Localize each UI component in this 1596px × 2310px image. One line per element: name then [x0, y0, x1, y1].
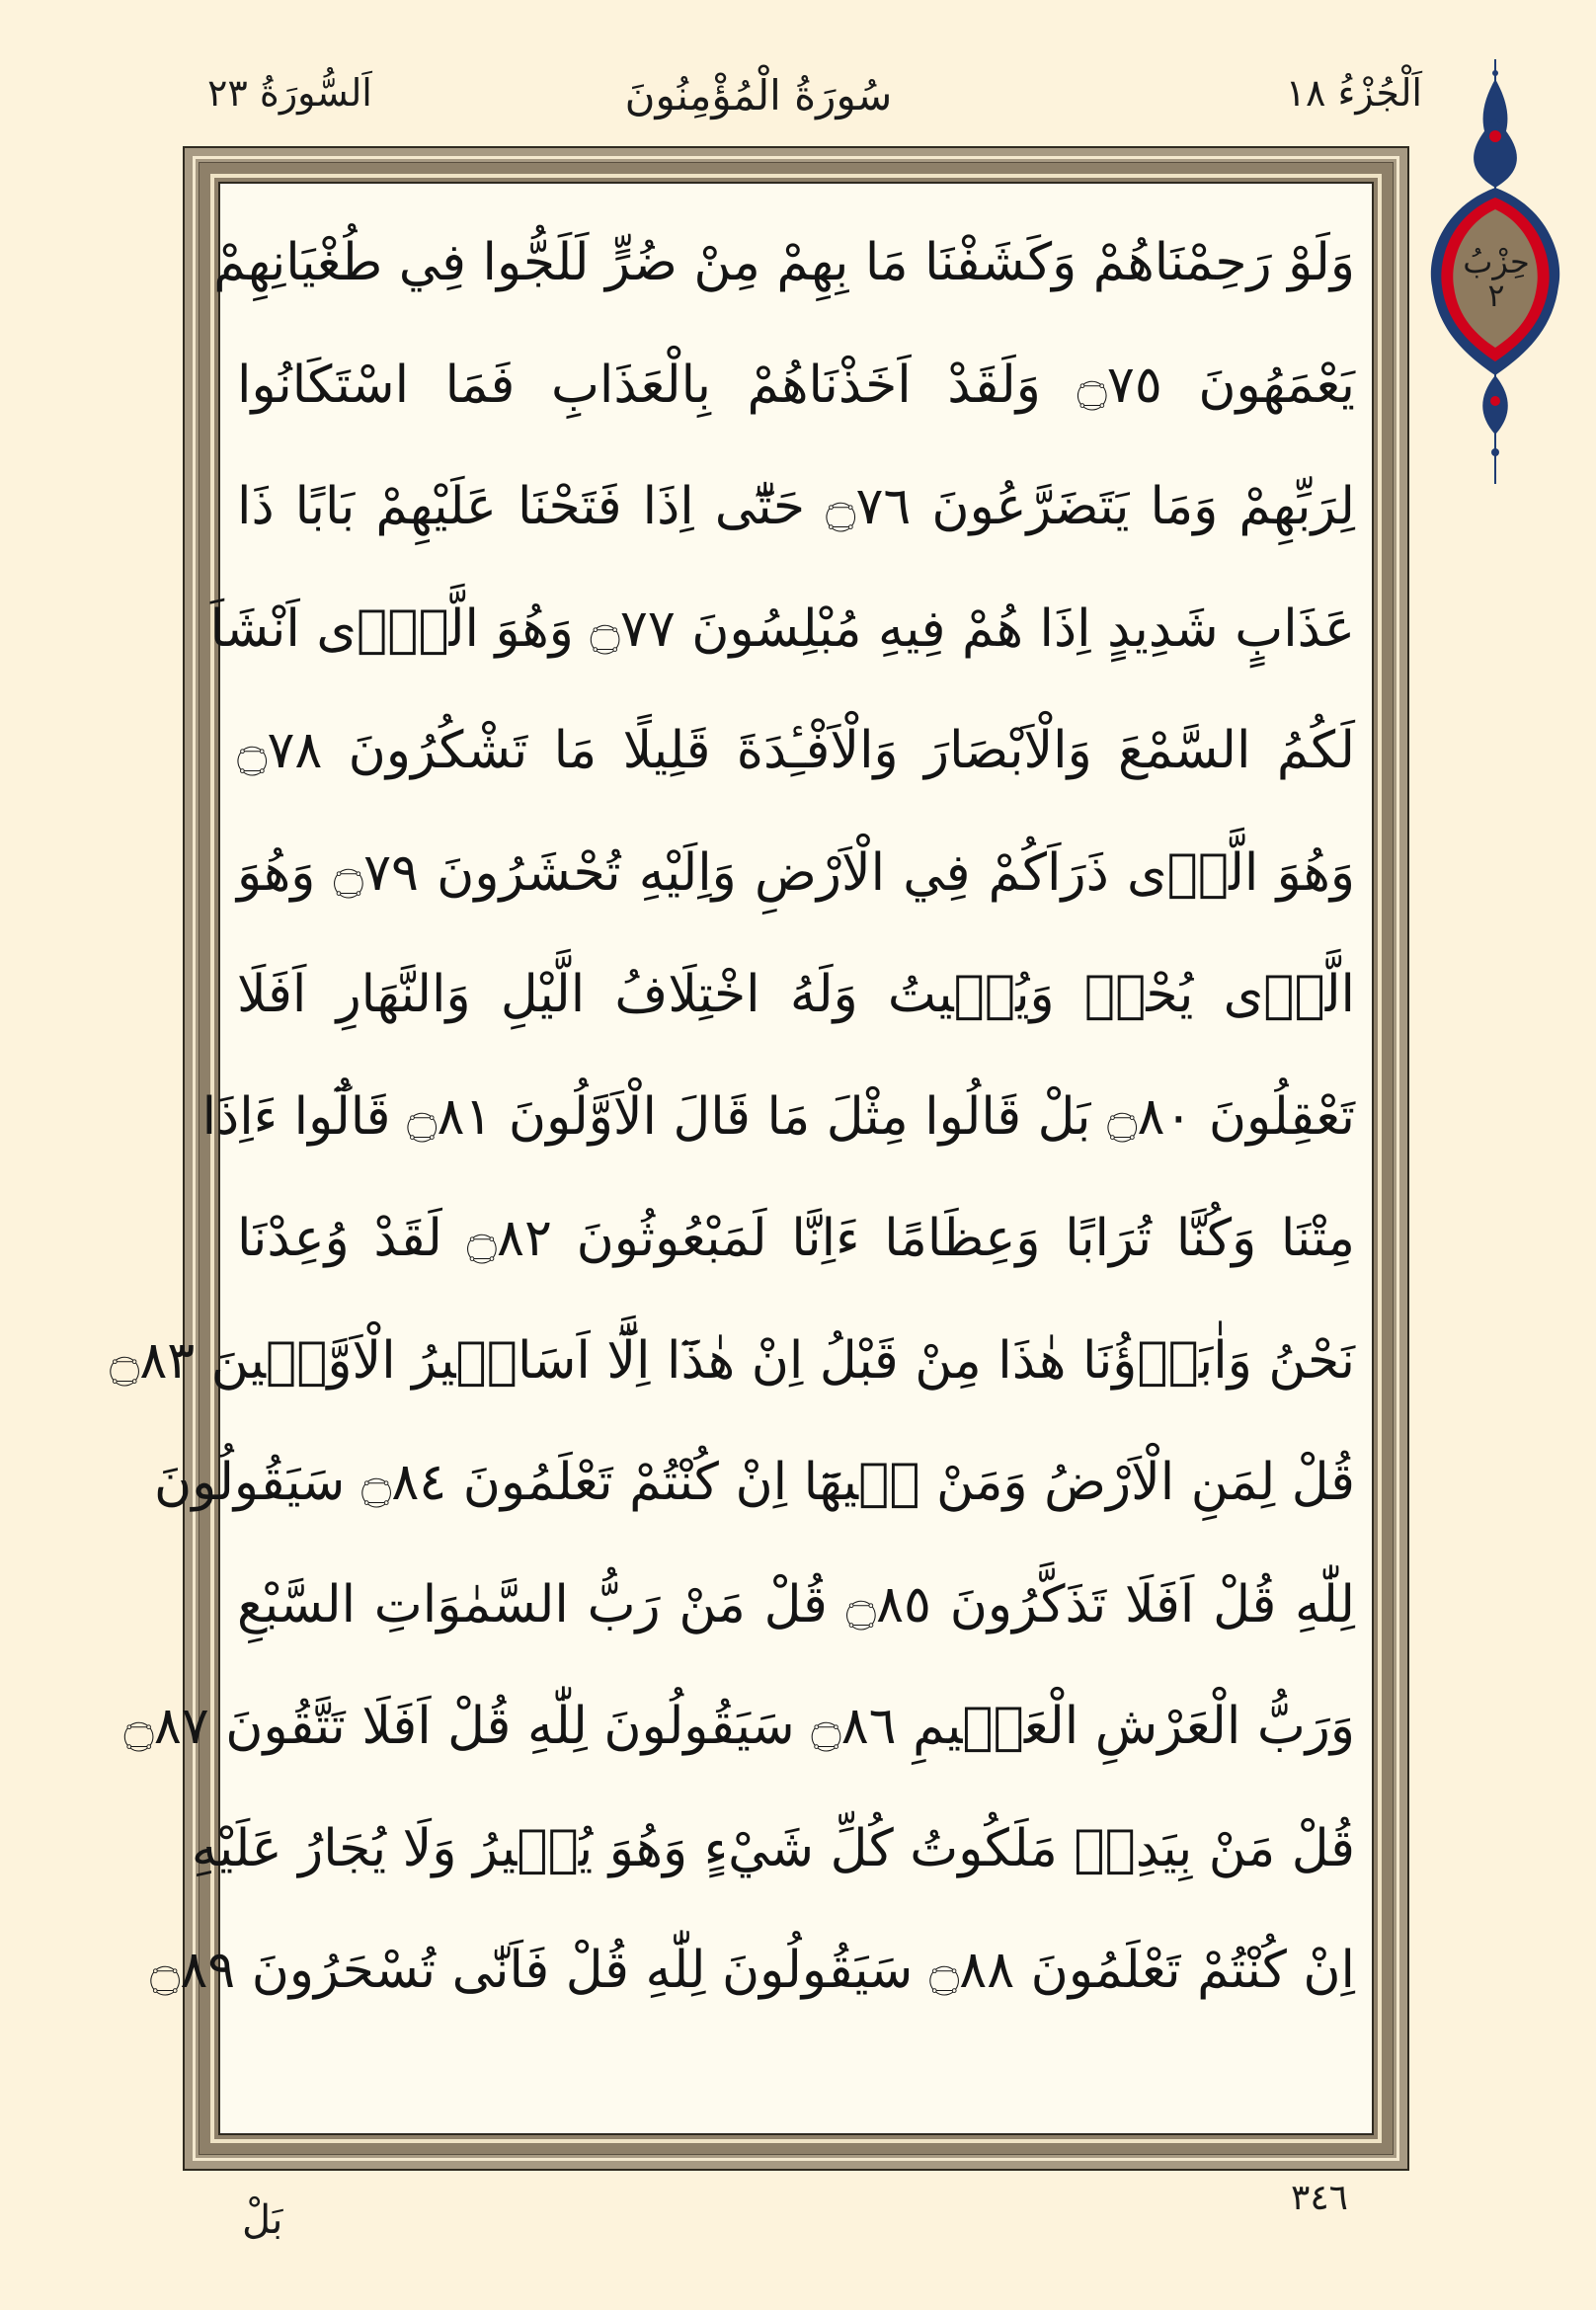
text-line: وَهُوَ الَّذٖى ذَرَاَكُمْ فِي الْاَرْضِ وَاِلَيْهِ تُحْشَرُونَ ۝٧٩ وَهُوَ — [237, 842, 1355, 903]
text-line: اِنْ كُنْتُمْ تَعْلَمُونَ ۝٨٨ سَيَقُولُونَ لِلّٰهِ قُلْ فَاَنّٰى تُسْحَرُونَ ۝٨٩ — [149, 1941, 1355, 2000]
juz-label: اَلْجُزْءُ ١٨ — [1285, 71, 1422, 115]
hizb-label — [1447, 245, 1546, 312]
surah-number: اَلسُّورَةُ ٢٣ — [207, 71, 372, 115]
text-line: لِرَبِّهِمْ وَمَا يَتَضَرَّعُونَ ۝٧٦ حَتّٰٓى اِذَا فَتَحْنَا عَلَيْهِمْ بَابًا ذَا — [237, 477, 1355, 536]
text-line: قُلْ مَنْ بِيَدِهٖ مَلَكُوتُ كُلِّ شَيْءٍ وَهُوَ يُجٖيرُ وَلَا يُجَارُ عَلَيْهِ — [191, 1818, 1355, 1878]
text-line: يَعْمَهُونَ ۝٧٥ وَلَقَدْ اَخَذْنَاهُمْ بِالْعَذَابِ فَمَا اسْتَكَانُوا — [237, 355, 1356, 415]
quran-text — [109, 202, 1356, 2032]
text-line: عَذَابٍ شَدِيدٍ اِذَا هُمْ فِيهِ مُبْلِسُونَ ۝٧٧ وَهُوَ الَّذٖٓى اَنْشَاَ — [209, 598, 1355, 659]
page-number: ٣٤٦ — [1290, 2178, 1348, 2218]
text-line: تَعْقِلُونَ ۝٨٠ بَلْ قَالُوا مِثْلَ مَا قَالَ الْاَوَّلُونَ ۝٨١ قَالُٓوا ءَاِذَا — [201, 1086, 1355, 1147]
hizb-number: ٢ — [1487, 277, 1505, 314]
text-line: لِلّٰهِ قُلْ اَفَلَا تَذَكَّرُونَ ۝٨٥ قُلْ مَنْ رَبُّ السَّمٰوَاتِ السَّبْعِ — [237, 1574, 1355, 1634]
hizb-word: حِزْبُ — [1463, 243, 1530, 280]
text-line: وَرَبُّ الْعَرْشِ الْعَظٖيمِ ۝٨٦ سَيَقُولُونَ لِلّٰهِ قُلْ اَفَلَا تَتَّقُونَ ۝٨٧ — [123, 1697, 1355, 1756]
text-line: مِتْنَا وَكُنَّا تُرَابًا وَعِظَامًا ءَاِنَّا لَمَبْعُوثُونَ ۝٨٢ لَقَدْ وُعِدْنَا — [237, 1209, 1355, 1268]
text-line: لَكُمُ السَّمْعَ وَالْاَبْصَارَ وَالْاَفْـِٔدَةَ قَلِيلًا مَا تَشْكُرُونَ ۝٧٨ — [237, 721, 1355, 780]
text-line: وَلَوْ رَحِمْنَاهُمْ وَكَشَفْنَا مَا بِهِمْ مِنْ ضُرٍّ لَلَجُّوا فِي طُغْيَانِهِمْ — [213, 233, 1355, 292]
text-line: نَحْنُ وَاٰبَاۤؤُنَا هٰذَا مِنْ قَبْلُ اِنْ هٰذَٓا اِلَّٓا اَسَاطٖيرُ الْاَوَّلٖينَ ۝٨٣ — [109, 1330, 1355, 1391]
catchword: بَلْ — [242, 2197, 283, 2243]
surah-title: سُورَةُ الْمُؤْمِنُونَ — [624, 71, 893, 119]
text-line: قُلْ لِمَنِ الْاَرْضُ وَمَنْ فٖيهَٓا اِنْ كُنْتُمْ تَعْلَمُونَ ۝٨٤ سَيَقُولُونَ — [154, 1453, 1355, 1512]
text-line: الَّذٖى يُحْيٖ وَيُمٖيتُ وَلَهُ اخْتِلَافُ الَّيْلِ وَالنَّهَارِ اَفَلَا — [237, 965, 1355, 1024]
